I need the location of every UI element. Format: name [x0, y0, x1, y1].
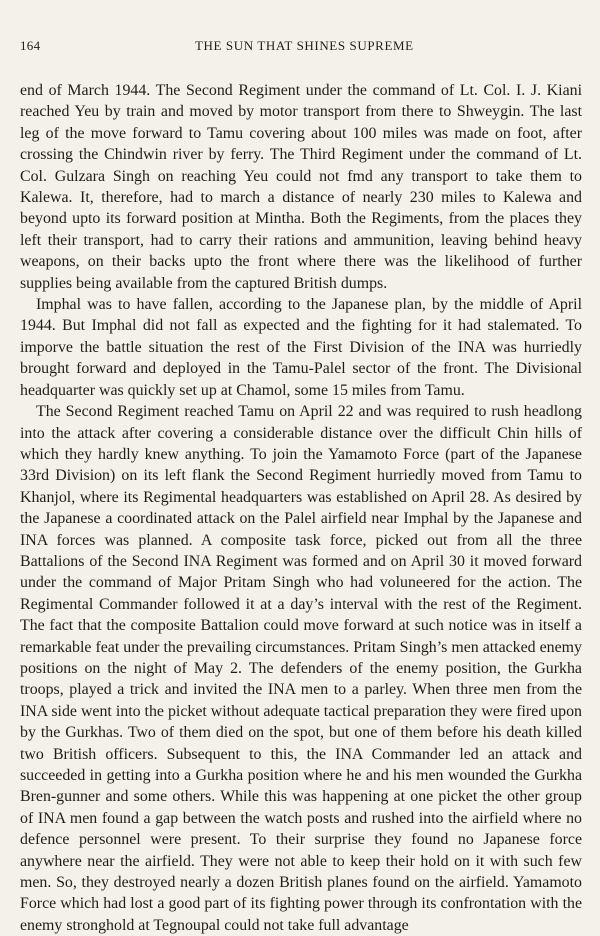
book-title: THE SUN THAT SHINES SUPREME	[195, 38, 414, 53]
paragraph-second-regiment: The Second Regiment reached Tamu on April 22 and was required to rush headlong into the attack after covering a considerable distance over the difficult Chin hills of which they hardly knew anything. To join the Yamamoto Force (part of the Japanese 33rd Division) on its left flank the Second Regiment hurriedly moved from Tamu to Khanjol, where its Regimental headquarters was established on April 28. As desired by the Japanese a coordinated attack on the Palel airfield near Imphal by the Japanese and INA forces was planned. A composite task force, picked out from all the three Battalions of the Second INA Regiment was formed and on April 30 it moved forward under the command of Major Pritam Singh who had voluneered for the action. The Regimental Commander followed it at a day’s interval with the rest of the Regiment. The fact that the composite Battalion could move forward at such notice was in itself a remarkable feat under the prevailing circumstances. Pritam Singh’s men attacked enemy positions on the night of May 2. The defenders of the enemy position, the Gurkha troops, played a trick and invited the INA men to a parley. When three men from the INA side went into the picket without adequate tactical preparation they were fired upon by the Gurkhas. Two of them died on the spot, but one of them before his death killed two British officers. Subsequent to this, the INA Commander led an attack and succeeded in getting into a Gurkha position where he and his men wounded the Gurkha Bren-gunner and some others. While this was happening at one picket the other group of INA men found a gap between the watch posts and rushed into the airfield where no defence personnel were present. To their surprise they found no Japanese force anywhere near the airfield. They were not able to keep their hold on it with such few men. So, they destroyed nearly a dozen British planes found on the airfield. Yamamoto Force which had lost a good part of its fighting power through its confrontation with the enemy stronghold at Tegnoupal could not take full advantage	[20, 403, 582, 934]
running-head	[20, 38, 584, 58]
paragraph-continued: end of March 1944. The Second Regiment under the command of Lt. Col. I. J. Kiani reached Yeu by train and moved by motor transport from there to Shweygin. The last leg of the move forward to Tamu covering about 100 miles was made on foot, after crossing the Chindwin river by ferry. The Third Regiment under the command of Lt. Col. Gulzara Singh on reaching Yeu could not fmd any transport to take them to Kalewa. It, therefore, had to march a distance of nearly 230 miles to Kalewa and beyond upto its forward position at Mintha. Both the Regiments, from the places they left their transport, had to carry their rations and ammunition, leaving behind heavy weapons, on their backs upto the front where there was the likelihood of further supplies being available from the captured British dumps.	[20, 82, 582, 292]
body-text	[20, 80, 582, 936]
page-number: 164	[20, 38, 41, 53]
paragraph-imphal: Imphal was to have fallen, according to the Japanese plan, by the middle of April 1944. But Imphal did not fall as expected and the fighting for it had stalemated. To imporve the battle situation the rest of the First Division of the INA was hurriedly brought forward and deployed in the Tamu-Palel sector of the front. The Divisional headquarter was quickly set up at Chamol, some 15 miles from Tamu.	[20, 296, 582, 399]
